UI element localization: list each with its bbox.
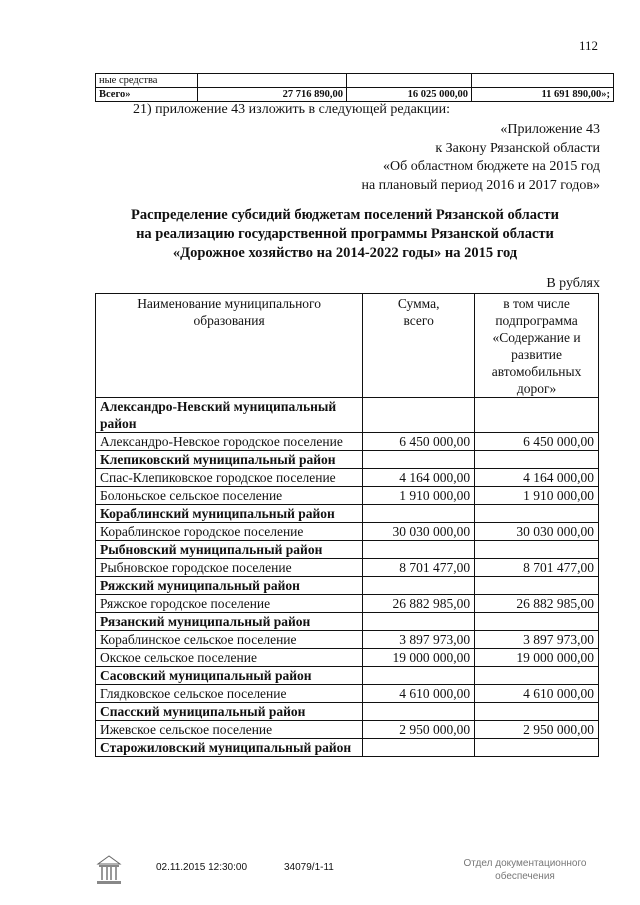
- footer-doc-code: 34079/1-11: [284, 862, 334, 873]
- sum-total-cell: 3 897 973,00: [363, 631, 475, 649]
- settlement-name: Спас-Клепиковское городское поселение: [96, 469, 363, 487]
- previous-appendix-fragment: [95, 73, 614, 102]
- settlement-name: Глядковское сельское поселение: [96, 685, 363, 703]
- fragment-value: 16 025 000,00: [347, 88, 472, 102]
- subprogram-cell: [475, 703, 599, 721]
- appendix-line: на плановый период 2016 и 2017 годов»: [361, 177, 600, 193]
- appendix-line: «Приложение 43: [500, 122, 600, 137]
- settlement-name: Александро-Невское городское поселение: [96, 433, 363, 451]
- district-row: [96, 505, 599, 523]
- subprogram-cell: [475, 451, 599, 469]
- sum-total-cell: [363, 667, 475, 685]
- district-row: [96, 577, 599, 595]
- document-title: [95, 206, 595, 263]
- subprogram-cell: 6 450 000,00: [475, 433, 599, 451]
- currency-note: В рублях: [546, 276, 600, 291]
- subprogram-cell: 4 610 000,00: [475, 685, 599, 703]
- district-row: [96, 613, 599, 631]
- header-subprogram: в том числе подпрограмма «Содержание и развитие автомобильных дорог»: [475, 294, 599, 398]
- settlement-name: Рыбновское городское поселение: [96, 559, 363, 577]
- settlement-row: [96, 649, 599, 667]
- subprogram-cell: 4 164 000,00: [475, 469, 599, 487]
- settlement-name: Ряжское городское поселение: [96, 595, 363, 613]
- district-row: [96, 703, 599, 721]
- settlement-name: Кораблинское сельское поселение: [96, 631, 363, 649]
- appendix-header: [280, 121, 600, 195]
- appendix-line: «Об областном бюджете на 2015 год: [383, 159, 600, 174]
- sum-total-cell: 19 000 000,00: [363, 649, 475, 667]
- sum-total-cell: 6 450 000,00: [363, 433, 475, 451]
- district-name: Сасовский муниципальный район: [96, 667, 363, 685]
- fragment-label: ные средства: [96, 74, 198, 88]
- settlement-row: [96, 469, 599, 487]
- district-name: Александро-Невский муниципальный район: [96, 398, 363, 433]
- fragment-value: [472, 74, 614, 88]
- fragment-label: Всего»: [96, 88, 198, 102]
- sum-total-cell: [363, 577, 475, 595]
- building-emblem-icon: [94, 854, 124, 888]
- district-row: [96, 451, 599, 469]
- sum-total-cell: [363, 451, 475, 469]
- sum-total-cell: 1 910 000,00: [363, 487, 475, 505]
- sum-total-cell: 8 701 477,00: [363, 559, 475, 577]
- settlement-name: Окское сельское поселение: [96, 649, 363, 667]
- fragment-value: 27 716 890,00: [198, 88, 347, 102]
- fragment-total-row: [96, 88, 614, 102]
- subprogram-cell: 19 000 000,00: [475, 649, 599, 667]
- subprogram-cell: [475, 667, 599, 685]
- sum-total-cell: [363, 505, 475, 523]
- sum-total-cell: 4 610 000,00: [363, 685, 475, 703]
- district-name: Клепиковский муниципальный район: [96, 451, 363, 469]
- settlement-row: [96, 595, 599, 613]
- subprogram-cell: [475, 541, 599, 559]
- sum-total-cell: [363, 703, 475, 721]
- district-row: [96, 541, 599, 559]
- table-header-row: [96, 294, 599, 398]
- settlement-row: [96, 523, 599, 541]
- settlement-row: [96, 685, 599, 703]
- sum-total-cell: [363, 398, 475, 433]
- stamp-line: Отдел документационного: [463, 858, 587, 869]
- title-line: на реализацию государственной программы Рязанской области: [136, 226, 554, 242]
- fragment-value: [198, 74, 347, 88]
- district-name: Рыбновский муниципальный район: [96, 541, 363, 559]
- subprogram-cell: [475, 577, 599, 595]
- settlement-name: Ижевское сельское поселение: [96, 721, 363, 739]
- subprogram-cell: [475, 613, 599, 631]
- amendment-text: 21) приложение 43 изложить в следующей редакции:: [133, 102, 450, 117]
- sum-total-cell: 4 164 000,00: [363, 469, 475, 487]
- footer-stamp: [440, 857, 610, 883]
- footer-datetime: 02.11.2015 12:30:00: [156, 862, 248, 873]
- settlement-name: Болоньское сельское поселение: [96, 487, 363, 505]
- title-line: «Дорожное хозяйство на 2014-2022 годы» на 2015 год: [172, 245, 518, 261]
- header-name: Наименование муниципального образования: [96, 294, 363, 398]
- sum-total-cell: [363, 613, 475, 631]
- district-name: Ряжский муниципальный район: [96, 577, 363, 595]
- subprogram-cell: 3 897 973,00: [475, 631, 599, 649]
- district-name: Рязанский муниципальный район: [96, 613, 363, 631]
- settlement-name: Кораблинское городское поселение: [96, 523, 363, 541]
- subprogram-cell: [475, 505, 599, 523]
- district-name: Кораблинский муниципальный район: [96, 505, 363, 523]
- title-line: Распределение субсидий бюджетам поселений Рязанской области: [131, 207, 559, 223]
- subprogram-cell: 30 030 000,00: [475, 523, 599, 541]
- header-sum: Сумма, всего: [363, 294, 475, 398]
- appendix-line: к Закону Рязанской области: [435, 140, 600, 156]
- sum-total-cell: [363, 541, 475, 559]
- subprogram-cell: [475, 739, 599, 757]
- subprogram-cell: 1 910 000,00: [475, 487, 599, 505]
- settlement-row: [96, 559, 599, 577]
- fragment-value: 11 691 890,00»;: [472, 88, 614, 102]
- sum-total-cell: 2 950 000,00: [363, 721, 475, 739]
- district-name: Спасский муниципальный район: [96, 703, 363, 721]
- district-row: [96, 398, 599, 433]
- settlement-row: [96, 721, 599, 739]
- district-row: [96, 739, 599, 757]
- district-row: [96, 667, 599, 685]
- district-name: Старожиловский муниципальный район: [96, 739, 363, 757]
- sum-total-cell: 26 882 985,00: [363, 595, 475, 613]
- page-number: 112: [578, 38, 598, 53]
- subprogram-cell: [475, 398, 599, 433]
- subprogram-cell: 8 701 477,00: [475, 559, 599, 577]
- table-body: [96, 398, 599, 757]
- sum-total-cell: [363, 739, 475, 757]
- subprogram-cell: 26 882 985,00: [475, 595, 599, 613]
- subprogram-cell: 2 950 000,00: [475, 721, 599, 739]
- settlement-row: [96, 433, 599, 451]
- settlement-row: [96, 631, 599, 649]
- sum-total-cell: 30 030 000,00: [363, 523, 475, 541]
- subsidy-table: [95, 293, 599, 757]
- fragment-value: [347, 74, 472, 88]
- fragment-row: [96, 74, 614, 88]
- settlement-row: [96, 487, 599, 505]
- stamp-line: обеспечения: [495, 871, 555, 882]
